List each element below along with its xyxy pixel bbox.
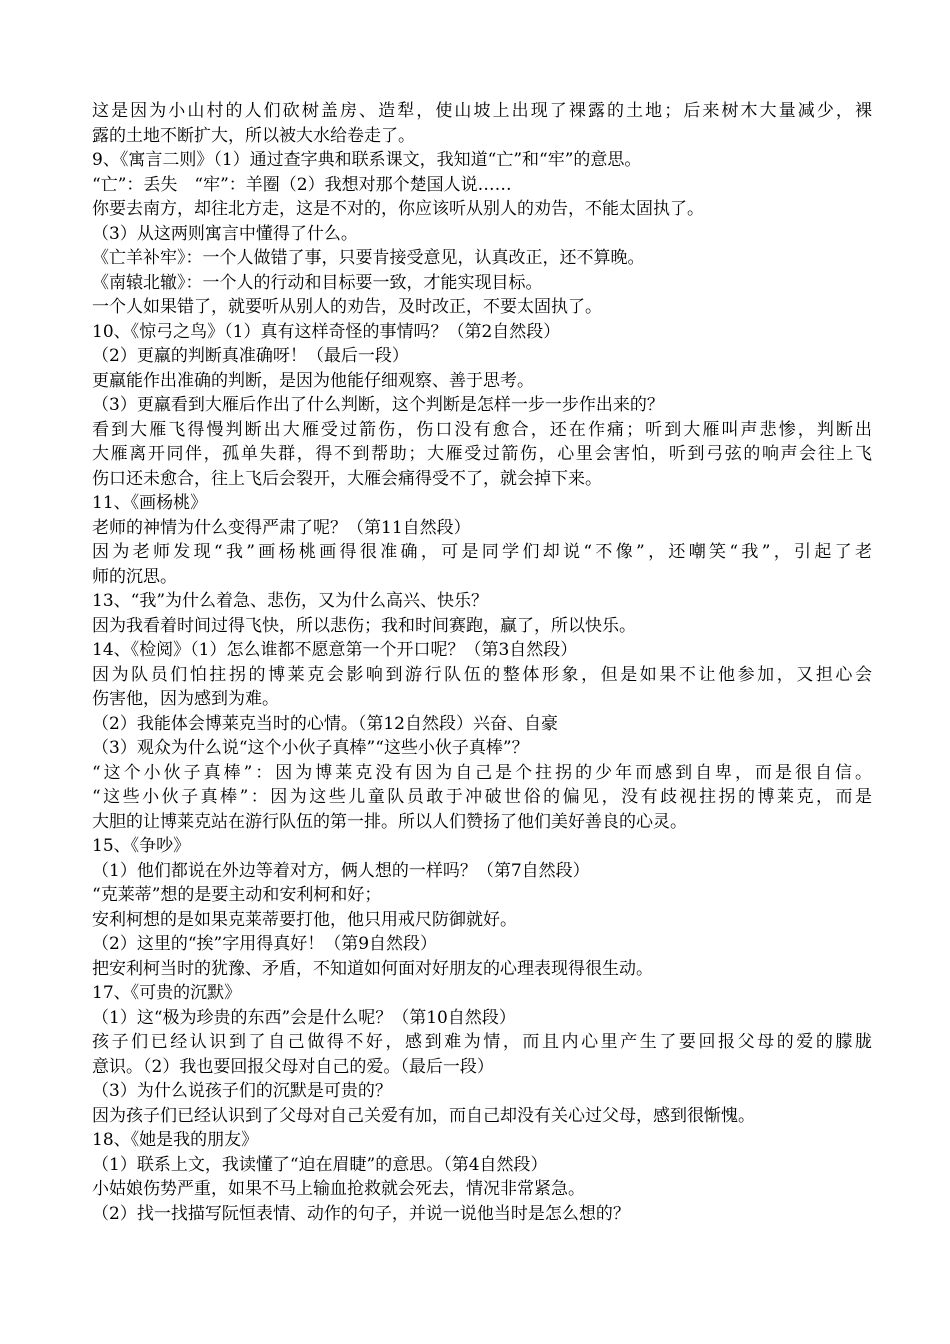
text-line: （2）这里的“挨”字用得真好！（第9自然段）	[92, 934, 438, 954]
text-line: 你要去南方，却往北方走，这是不对的，你应该听从别人的劝告，不能太固执了。	[92, 199, 704, 219]
text-line: （2）我能体会博莱克当时的心情。（第12自然段）兴奋、自豪	[92, 713, 558, 734]
text-line: “这些小伙子真棒”：因为这些儿童队员敢于冲破世俗的偏见，没有歧视拄拐的博莱克，而是	[92, 787, 872, 807]
text-line: （3）更羸看到大雁后作出了什么判断，这个判断是怎样一步一步作出来的？	[92, 395, 664, 415]
text-line: （3）为什么说孩子们的沉默是可贵的？	[92, 1081, 392, 1101]
text-line: 10、《惊弓之鸟》（1）真有这样奇怪的事情吗？（第2自然段）	[92, 321, 561, 342]
text-line: 露的土地不断扩大，所以被大水给卷走了。	[92, 125, 415, 146]
text-line: 18、《她是我的朋友》	[92, 1130, 259, 1150]
text-line: 《南辕北辙》：一个人的行动和目标要一致，才能实现目标。	[92, 272, 543, 293]
text-line: 更羸能作出准确的判断，是因为他能仔细观察、善于思考。	[92, 370, 534, 391]
text-line: 13、“我”为什么着急、悲伤，又为什么高兴、快乐？	[92, 591, 489, 611]
text-line: 15、《争吵》	[92, 836, 191, 856]
text-line: 《亡羊补牢》：一个人做错了事，只要肯接受意见，认真改正，还不算晚。	[92, 248, 645, 268]
text-line: “克莱蒂”想的是要主动和安利柯和好；	[92, 885, 382, 905]
text-line: （3）从这两则寓言中懂得了什么。	[92, 223, 358, 244]
text-line: “这个小伙子真棒”：因为博莱克没有因为自己是个拄拐的少年而感到自卑，而是很自信。	[92, 762, 872, 783]
text-line: （1）他们都说在外边等着对方，俩人想的一样吗？（第7自然段）	[92, 860, 590, 881]
text-line: 因为队员们怕拄拐的博莱克会影响到游行队伍的整体形象，但是如果不让他参加，又担心会	[92, 664, 872, 685]
text-line: 安利柯想的是如果克莱蒂要打他，他只用戒尺防御就好。	[92, 909, 517, 930]
text-line: 小姑娘伤势严重，如果不马上输血抢救就会死去，情况非常紧急。	[92, 1179, 585, 1199]
text-line: 大雁离开同伴，孤单失群，得不到帮助；大雁受过箭伤，心里会害怕，听到弓弦的响声会往上飞	[92, 444, 872, 464]
text-line: 伤害他，因为感到为难。	[92, 689, 279, 709]
text-line: 伤口还未愈合，往上飞后会裂开，大雁会痛得受不了，就会掉下来。	[92, 468, 602, 489]
text-line: 17、《可贵的沉默》	[92, 983, 242, 1003]
text-line: 这是因为小山村的人们砍树盖房、造犁，使山坡上出现了裸露的土地；后来树木大量减少，裸	[92, 101, 872, 121]
text-line: 孩子们已经认识到了自己做得不好，感到难为情，而且内心里产生了要回报父母的爱的朦胧	[92, 1032, 872, 1052]
text-line: 因为老师发现“我”画杨桃画得很准确，可是同学们却说“不像”，还嘲笑“我”，引起了老	[92, 542, 872, 562]
text-line: （3）观众为什么说“这个小伙子真棒”“这些小伙子真棒”？	[92, 738, 529, 758]
text-line: 老师的神情为什么变得严肃了呢？（第11自然段）	[92, 517, 471, 538]
text-line: 意识。（2）我也要回报父母对自己的爱。（最后一段）	[92, 1056, 494, 1077]
text-line: （2）更羸的判断真准确呀！（最后一段）	[92, 346, 409, 366]
text-line: 师的沉思。	[92, 566, 177, 587]
text-line: 14、《检阅》（1）怎么谁都不愿意第一个开口呢？（第3自然段）	[92, 640, 578, 660]
text-line: （1）这“极为珍贵的东西”会是什么呢？（第10自然段）	[92, 1007, 516, 1028]
text-line: （1）联系上文，我读懂了“迫在眉睫”的意思。（第4自然段）	[92, 1154, 548, 1175]
text-line: 因为孩子们已经认识到了父母对自己关爱有加，而自己却没有关心过父母，感到很惭愧。	[92, 1105, 755, 1126]
text-line: 11、《画杨桃》	[92, 493, 208, 513]
text-line: 看到大雁飞得慢判断出大雁受过箭伤，伤口没有愈合，还在作痛；听到大雁叫声悲惨，判断出	[92, 419, 872, 440]
text-line: 因为我看着时间过得飞快，所以悲伤；我和时间赛跑，赢了，所以快乐。	[92, 615, 636, 636]
text-line: （2）找一找描写阮恒表情、动作的句子，并说一说他当时是怎么想的？	[92, 1203, 630, 1224]
text-line: “亡”：丢失 “牢”：羊圈（2）我想对那个楚国人说……	[92, 174, 512, 195]
text-line: 把安利柯当时的犹豫、矛盾，不知道如何面对好朋友的心理表现得很生动。	[92, 958, 653, 979]
text-line: 一个人如果错了，就要听从别人的劝告，及时改正，不要太固执了。	[92, 297, 602, 317]
text-line: 9、《寓言二则》（1）通过查字典和联系课文，我知道“亡”和“牢”的意思。	[92, 150, 642, 170]
text-line: 大胆的让博莱克站在游行队伍的第一排。所以人们赞扬了他们美好善良的心灵。	[92, 811, 687, 832]
document-body	[92, 99, 872, 1226]
